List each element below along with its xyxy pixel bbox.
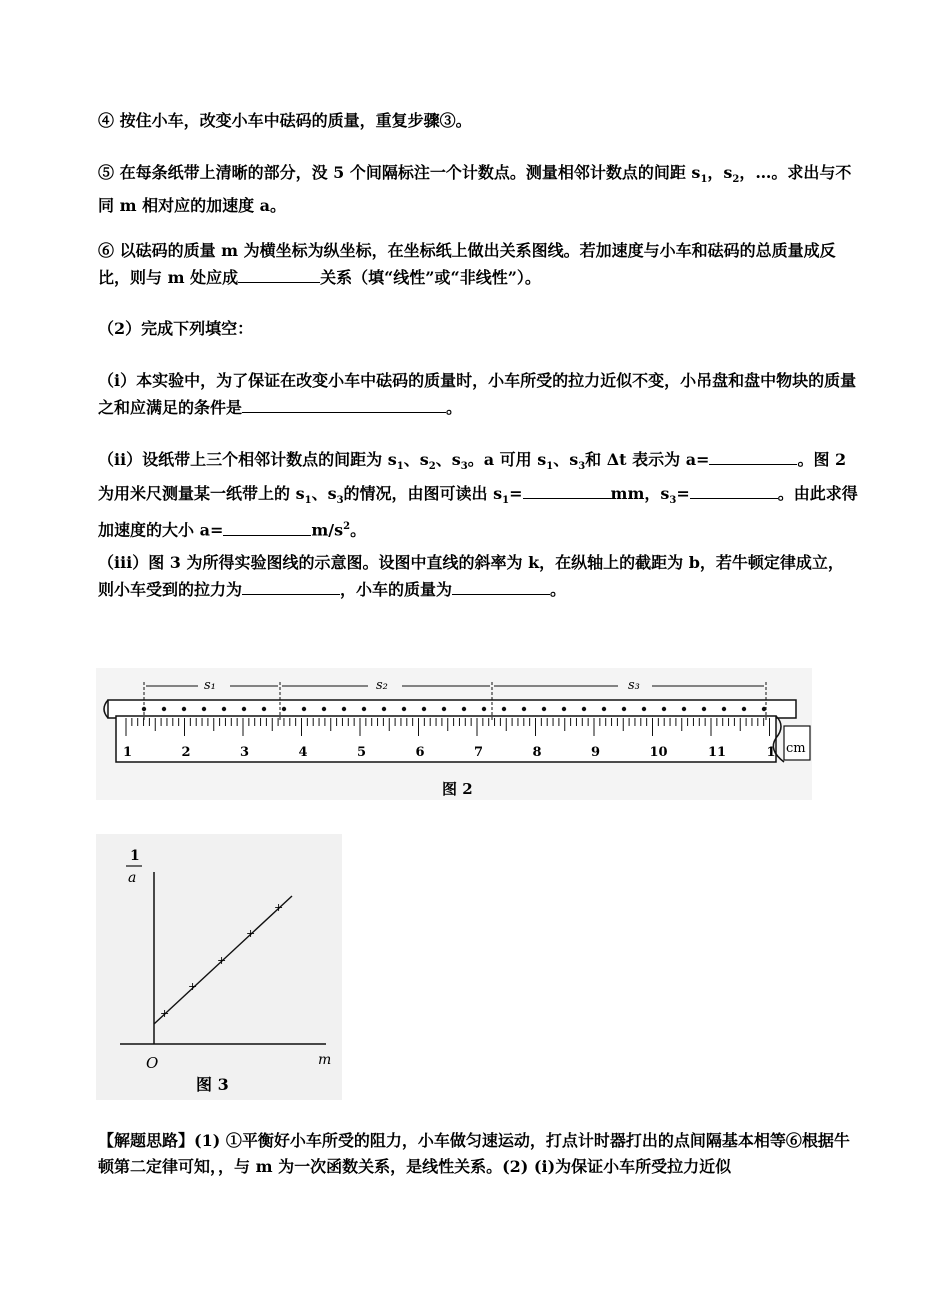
data-point: + xyxy=(274,901,284,914)
tape-dot xyxy=(602,707,606,711)
tape-dot xyxy=(422,707,426,711)
tape-dot xyxy=(342,707,346,711)
ruler-tick-label: 6 xyxy=(415,745,425,760)
answer-blank[interactable] xyxy=(523,480,611,499)
answer-blank[interactable] xyxy=(223,517,311,536)
tape-dot xyxy=(382,707,386,711)
data-point: + xyxy=(246,927,256,940)
step-6: ⑥ 以砝码的质量 m 为横坐标为纵坐标，在坐标纸上做出关系图线。若加速度与小车和砝码的总质量成反比，则与 m 处应成 关系（填“线性”或“非线性”）。 xyxy=(98,241,836,287)
ruler-tick-label: 1 xyxy=(123,745,133,760)
tape-dot xyxy=(282,707,286,711)
tape-dot xyxy=(482,707,486,711)
tape-dot xyxy=(562,707,566,711)
y-label-numerator: 1 xyxy=(130,848,140,864)
data-point: + xyxy=(160,1007,170,1020)
tape-dot xyxy=(182,707,186,711)
tape-dot xyxy=(462,707,466,711)
unit-label: cm xyxy=(786,741,806,756)
ruler-tick-label: 7 xyxy=(474,745,484,760)
question-i: （ⅰ）本实验中，为了保证在改变小车中砝码的质量时，小车所受的拉力近似不变，小吊盘和盘中物块的质量之和应满足的条件是 。 xyxy=(98,371,857,417)
tape-dot xyxy=(622,707,626,711)
ruler-tick-label: 1 xyxy=(766,745,776,760)
answer-blank[interactable] xyxy=(709,446,797,465)
origin-label: O xyxy=(146,1054,159,1072)
ruler-tick-label: 2 xyxy=(181,745,191,760)
step-4: ④ 按住小车，改变小车中砝码的质量，重复步骤③。 xyxy=(98,111,472,130)
ruler-tick-label: 11 xyxy=(708,745,727,760)
solution-paragraph: 【解题思路】(1) ①平衡好小车所受的阻力，小车做匀速运动，打点计时器打出的点间隔基本相等⑥根据牛顿第二定律可知，，与 m 为一次函数关系，是线性关系。(2) (i)为保证小车所受拉力近似 xyxy=(98,1131,850,1176)
answer-blank[interactable] xyxy=(238,264,320,283)
tape-dot xyxy=(662,707,666,711)
tape-dot xyxy=(722,707,726,711)
tape-dot xyxy=(162,707,166,711)
data-point: + xyxy=(217,954,227,967)
tape-dot xyxy=(542,707,546,711)
tape-dot xyxy=(242,707,246,711)
figure-3-caption: 图 3 xyxy=(196,1075,229,1094)
step-5: ⑤ 在每条纸带上清晰的部分，没 5 个间隔标注一个计数点。测量相邻计数点的间距 $s_1$，$s_2$，…。求出与不同 m 相对应的加速度 a。 xyxy=(98,163,852,216)
x-label: m xyxy=(318,1052,332,1068)
ruler-tick-label: 9 xyxy=(591,745,601,760)
tape-dot xyxy=(262,707,266,711)
answer-blank[interactable] xyxy=(690,480,778,499)
tape-dot xyxy=(502,707,506,711)
label-s1: s₁ xyxy=(204,678,216,693)
figure-2-caption: 图 2 xyxy=(442,780,473,798)
ruler-body xyxy=(116,716,776,762)
tape-dot xyxy=(642,707,646,711)
answer-blank[interactable] xyxy=(242,394,446,413)
tape-dot xyxy=(682,707,686,711)
tape-dot xyxy=(402,707,406,711)
ruler-tick-label: 3 xyxy=(240,745,250,760)
y-label-denominator: a xyxy=(128,870,137,886)
ruler-tick-label: 4 xyxy=(298,745,308,760)
label-s2: s₂ xyxy=(376,678,388,693)
figure-2-ruler xyxy=(96,668,812,800)
label-s3: s₃ xyxy=(628,678,640,693)
figure-3-graph xyxy=(96,834,342,1100)
question-iii: （ⅲ）图 3 为所得实验图线的示意图。设图中直线的斜率为 k，在纵轴上的截距为 b，若牛顿定律成立，则小车受到的拉力为 ，小车的质量为 。 xyxy=(98,553,844,599)
tape-dot xyxy=(322,707,326,711)
ruler-tick-label: 10 xyxy=(649,745,668,760)
answer-blank[interactable] xyxy=(452,576,550,595)
tape-dot xyxy=(362,707,366,711)
data-point: + xyxy=(188,980,198,993)
tape-dot xyxy=(302,707,306,711)
question-ii: （ⅱ）设纸带上三个相邻计数点的间距为 $s_1$、$s_2$、$s_3$。a 可用 $s_1$、$s_3$和 Δt 表示为 a= 。图 2 为用米尺测量某一纸带上的 $s_1$、$s_3$的情况，由图可读出 $s_1=$ mm，$s_3=$ 。由此求得加速度的大小 $a= m/s^2$。 xyxy=(98,446,858,544)
tape-dot xyxy=(442,707,446,711)
ruler-tick-label: 5 xyxy=(357,745,367,760)
tape-dot xyxy=(742,707,746,711)
tape-dot xyxy=(702,707,706,711)
ruler-tick-label: 8 xyxy=(532,745,542,760)
tape-dot xyxy=(582,707,586,711)
ruler-diagram xyxy=(96,668,812,800)
tape-dot xyxy=(202,707,206,711)
tape-dot xyxy=(222,707,226,711)
tape-dot xyxy=(522,707,526,711)
part2-heading: （2）完成下列填空： xyxy=(98,319,254,338)
answer-blank[interactable] xyxy=(242,576,340,595)
graph-diagram xyxy=(96,834,342,1100)
